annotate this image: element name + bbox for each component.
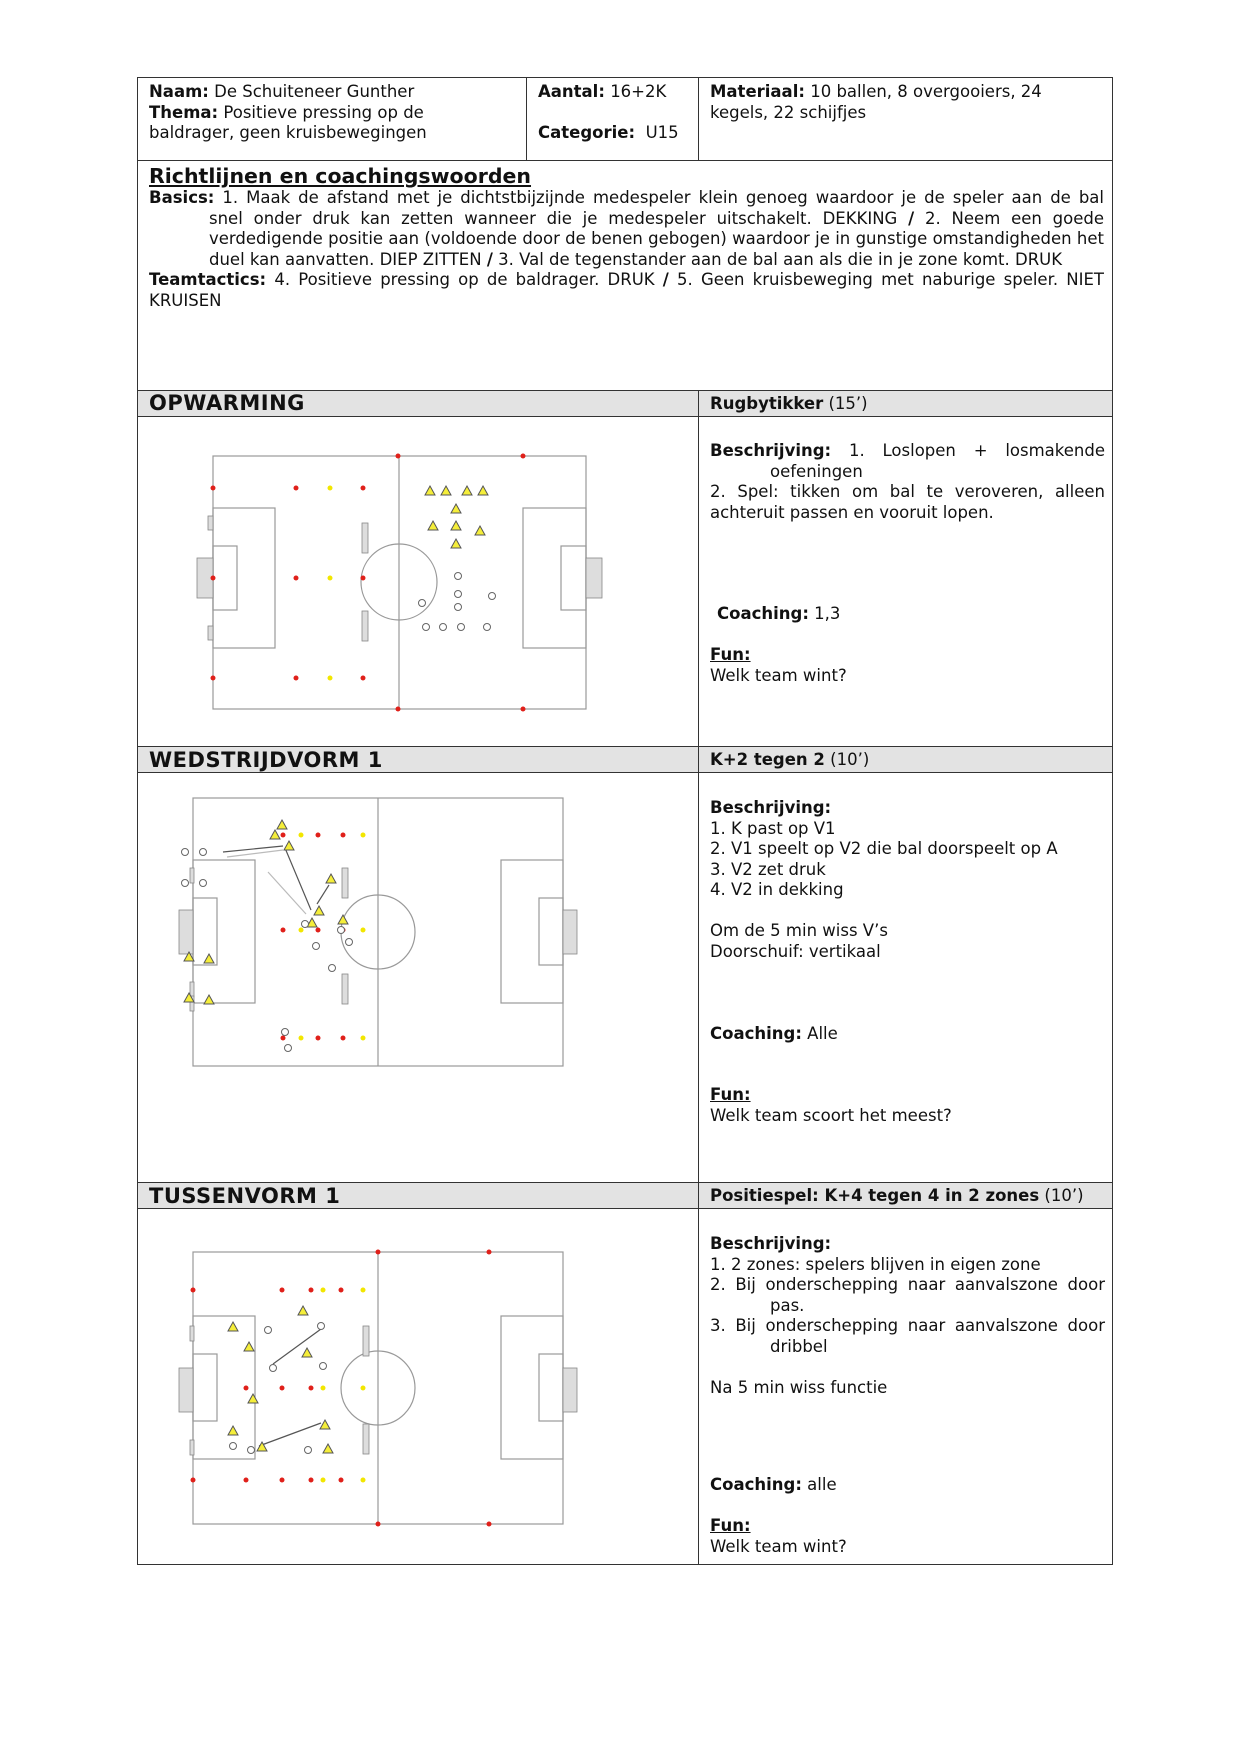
fun-value: Welk team scoort het meest? [710,1105,952,1125]
desc-line: achteruit passen en vooruit lopen. [710,502,994,522]
aantal-value: 16+2K [610,82,667,101]
section-3-text [710,1234,1105,1398]
subtitle-duration: (15’) [828,394,868,413]
rule [138,1208,1112,1209]
fun-value: Welk team wint? [710,1536,847,1556]
coaching-label: Coaching: [710,1024,802,1043]
section-subtitle-1 [710,394,868,413]
desc-line: Na 5 min wiss functie [710,1377,888,1397]
basics-line-2: snel onder druk kan zetten wanneer die je medespeler uitschakelt. DEKKING [209,208,898,228]
materiaal-value-2: kegels, 22 schijfjes [710,102,867,122]
header-divider-1 [526,78,527,160]
desc-line: pas. [770,1295,805,1315]
richtlijnen-title: Richtlijnen en coachingswoorden [149,164,532,188]
desc-line: oefeningen [770,461,863,481]
fun-label: Fun: [710,645,751,664]
fun-1 [710,645,847,686]
richtlijnen-block [149,164,1104,311]
naam-cell [149,82,519,144]
desc-line: Om de 5 min wiss V’s [710,921,888,940]
coaching-1 [717,604,840,625]
naam-value: De Schuiteneer Gunther [214,82,415,101]
subtitle-bold: K+2 tegen 2 [710,750,825,769]
subtitle-bold: Positiespel: K+4 tegen 4 in 2 zones [710,1186,1040,1205]
coaching-2 [710,1024,838,1045]
beschrijving-label: Beschrijving: [710,798,832,817]
separator: / [662,270,669,289]
fun-label: Fun: [710,1516,751,1535]
section-2-text [710,798,1105,962]
header-divider-2 [698,78,699,160]
subtitle-duration: (10’) [1044,1186,1084,1205]
rule [138,416,1112,417]
coaching-value: Alle [807,1024,838,1043]
materiaal-cell [710,82,1105,123]
desc-line: dribbel [770,1336,828,1356]
beschrijving-label: Beschrijving: [710,1234,832,1253]
coaching-value: 1,3 [814,604,841,623]
section-subtitle-2 [710,750,869,769]
team-line-2: KRUISEN [149,290,222,310]
subtitle-bold: Rugbytikker [710,394,824,413]
materiaal-label: Materiaal: [710,82,805,101]
fun-2 [710,1085,952,1126]
thema-value-1: Positieve pressing op de [223,102,424,122]
basics-line-4b: 3. Val de tegenstander aan de bal aan als die in je zone komt. DRUK [498,249,1063,269]
desc-line: 3. Bij onderschepping naar aanvalszone door [710,1316,1105,1335]
basics-line-3: verdedigende positie aan (voldoende door de benen gebogen) waardoor je in gunstige omstandigheden het [209,229,1104,248]
separator: / [908,208,915,228]
thema-label: Thema: [149,102,219,122]
aantal-label: Aantal: [538,82,605,101]
desc-line: 1. 2 zones: spelers blijven in eigen zone [710,1254,1041,1274]
desc-line: 1. K past op V1 [710,818,836,838]
coaching-value: alle [807,1475,837,1494]
field-diagram-opwarming [193,446,613,716]
desc-line: 2. Bij onderschepping naar aanvalszone door [710,1275,1105,1294]
section-subtitle-3 [710,1186,1084,1205]
desc-line: 4. V2 in dekking [710,880,844,899]
teamtactics-label: Teamtactics: [149,270,267,289]
rule [138,772,1112,773]
field-diagram-wedstrijdvorm [173,790,593,1070]
header-bottom-rule [138,160,1112,161]
basics-line-2b: 2. Neem een goede [925,208,1104,228]
field-diagram-tussenvorm [173,1240,593,1530]
naam-label: Naam: [149,82,209,101]
section-title-opwarming: OPWARMING [149,391,305,415]
session-sheet [137,77,1113,1565]
categorie-label: Categorie: [538,122,636,142]
basics-line-4a: duel kan aanvatten. DIEP ZITTEN [209,249,482,269]
desc-line: 1. Loslopen + losmakende [848,441,1105,460]
team-line-1b: 5. Geen kruisbeweging met naburige speler. NIET [677,270,1104,289]
categorie-value: U15 [645,122,679,142]
team-line-1a: 4. Positieve pressing op de baldrager. DRUK [274,270,655,289]
column-divider [698,390,699,1565]
desc-line: Doorschuif: vertikaal [710,941,881,961]
thema-value-2: baldrager, geen kruisbewegingen [149,123,427,142]
desc-line: 2. Spel: tikken om bal te veroveren, alleen [710,482,1105,501]
section-title-tussenvorm: TUSSENVORM 1 [149,1184,341,1208]
coaching-label: Coaching: [717,604,809,623]
basics-label: Basics: [149,188,215,207]
subtitle-duration: (10’) [830,750,870,769]
section-title-wedstrijdvorm: WEDSTRIJDVORM 1 [149,748,383,772]
fun-3 [710,1516,847,1557]
section-1-text [710,441,1105,523]
coaching-3 [710,1475,837,1496]
materiaal-value-1: 10 ballen, 8 overgooiers, 24 [810,82,1042,101]
separator: / [486,249,493,269]
fun-value: Welk team wint? [710,665,847,685]
coaching-label: Coaching: [710,1475,802,1494]
aantal-cell [538,82,693,143]
fun-label: Fun: [710,1085,751,1104]
desc-line: 2. V1 speelt op V2 die bal doorspeelt op A [710,839,1058,858]
desc-line: 3. V2 zet druk [710,859,826,879]
beschrijving-label: Beschrijving: [710,441,832,460]
basics-line-1: 1. Maak de afstand met je dichtstbijzijnde medespeler klein genoeg waardoor je de speler aan de bal [222,188,1104,207]
